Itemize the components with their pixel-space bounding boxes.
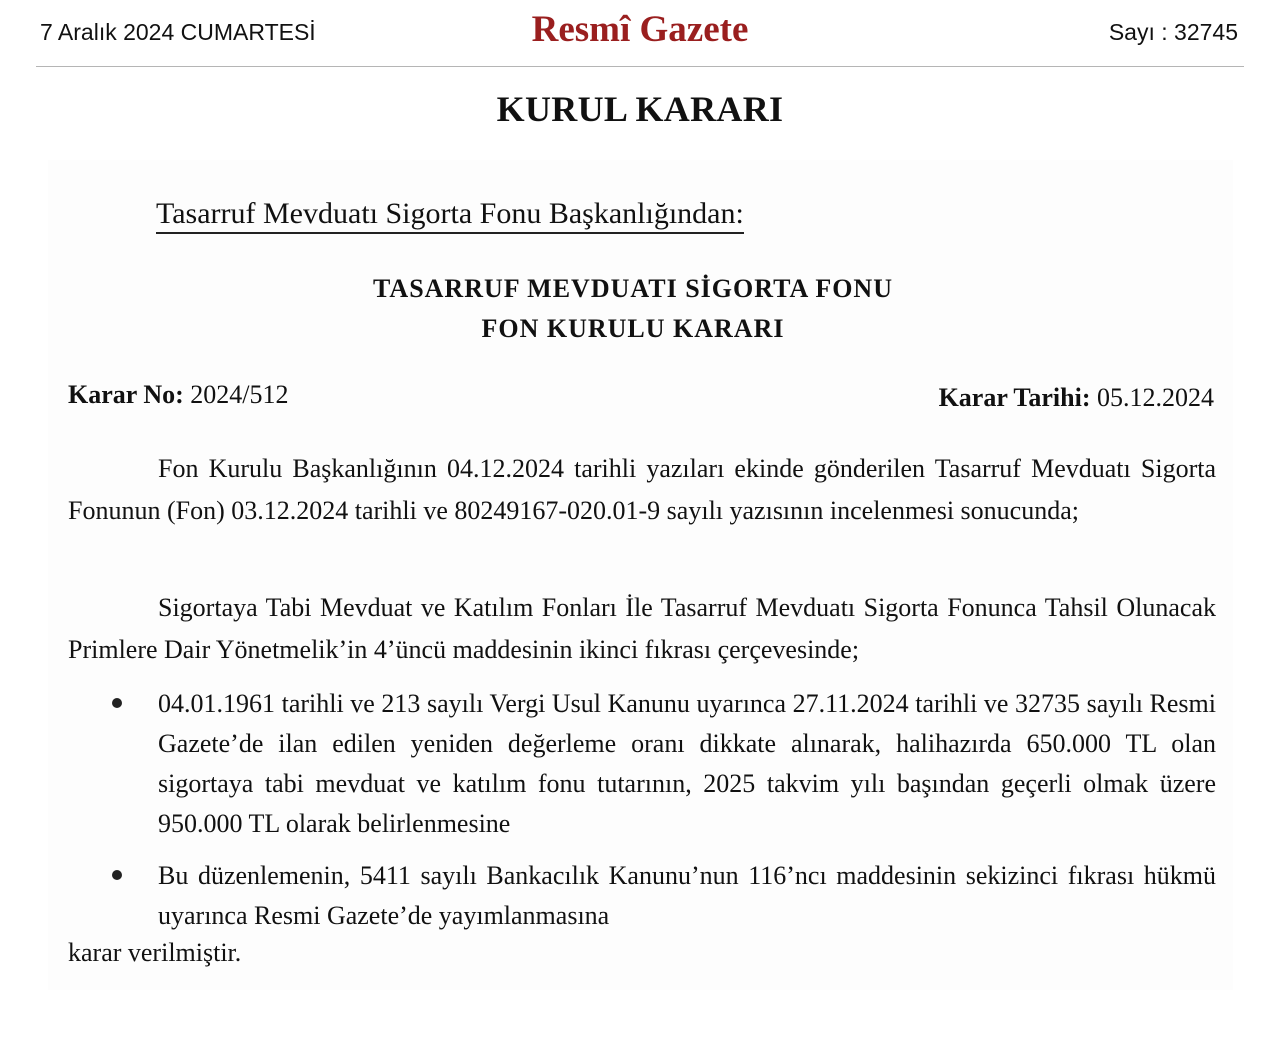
bullet-icon xyxy=(112,870,122,880)
gazette-masthead: Resmî Gazete xyxy=(531,9,749,50)
decision-bullet-list xyxy=(68,684,1216,948)
list-item xyxy=(68,684,1216,844)
issue-number: Sayı : 32745 xyxy=(1108,19,1238,45)
paragraph: Sigortaya Tabi Mevduat ve Katılım Fonları İle Tasarruf Mevduatı Sigorta Fonunca Tahsil Olunacak Primlere Dair Yönetmelik’in 4’üncü maddesinin ikinci fıkrası çerçevesinde; xyxy=(68,593,1216,664)
closing-statement: karar verilmiştir. xyxy=(68,938,242,967)
publication-date: 7 Aralık 2024 CUMARTESİ xyxy=(40,19,316,45)
decision-date-value: 05.12.2024 xyxy=(1097,383,1214,412)
bullet-icon xyxy=(112,698,122,708)
decision-number-value: 2024/512 xyxy=(190,380,289,409)
document-heading-line2: FON KURULU KARARI xyxy=(481,314,785,343)
decision-number xyxy=(68,380,289,410)
section-title: KURUL KARARI xyxy=(496,89,784,129)
paragraph: Fon Kurulu Başkanlığının 04.12.2024 tarihli yazıları ekinde gönderilen Tasarruf Mevduatı Sigorta Fonunun (Fon) 03.12.2024 tarihli ve 80249167-020.01-9 sayılı yazısının incelenmesi sonucunda; xyxy=(68,454,1216,525)
list-item xyxy=(68,856,1216,936)
bullet-text: Bu düzenlemenin, 5411 sayılı Bankacılık Kanunu’nun 116’ncı maddesinin sekizinci fıkrası hükmü uyarınca Resmi Gazete’de yayımlanmasına xyxy=(158,861,1216,930)
decision-date-label: Karar Tarihi: xyxy=(938,383,1091,412)
bullet-text: 04.01.1961 tarihli ve 213 sayılı Vergi Usul Kanunu uyarınca 27.11.2024 tarihli ve 32735 sayılı Resmi Gazete’de ilan edilen yeniden değerleme oranı dikkate alınarak, halihazırda 650.000 TL olan sigortaya tabi mevduat ve katılım fonu tutarının, 2025 takvim yılı başından geçerli olmak üzere 950.000 TL olarak belirlenmesine xyxy=(158,689,1216,838)
issuing-authority: Tasarruf Mevduatı Sigorta Fonu Başkanlığından: xyxy=(156,196,744,234)
decision-date xyxy=(939,383,1214,413)
document-heading-line1: TASARRUF MEVDUATI SİGORTA FONU xyxy=(373,274,893,303)
gazette-header xyxy=(36,0,1244,67)
decision-number-label: Karar No: xyxy=(68,380,184,409)
